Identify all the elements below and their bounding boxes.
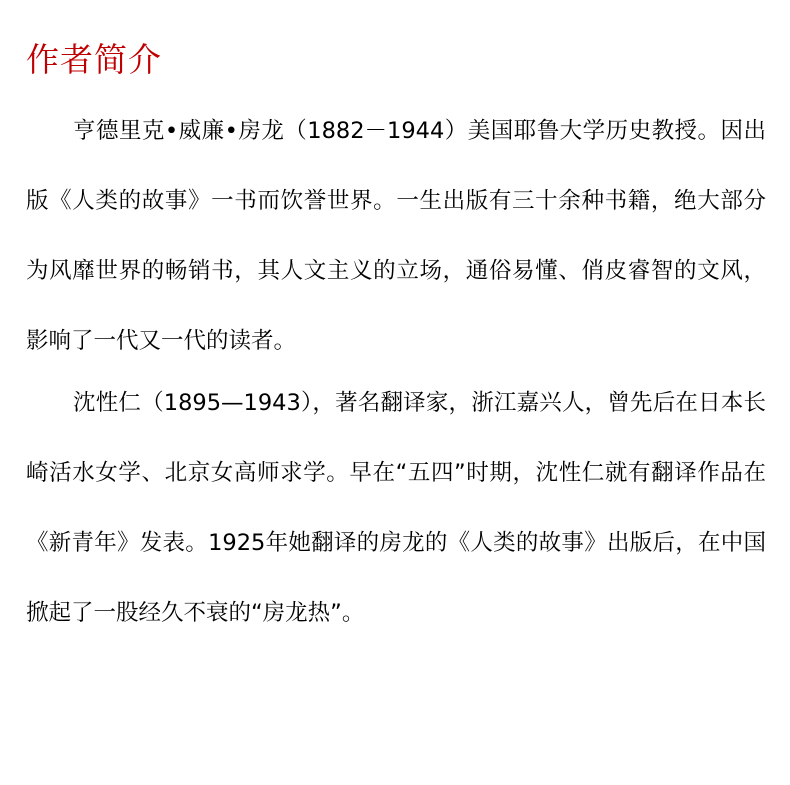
author-bio-paragraph: 亨德里克•威廉•房龙（1882－1944）美国耶鲁大学历史教授。因出版《人类的故事》一书而饮誉世界。一生出版有三十余种书籍，绝大部分为风靡世界的畅销书，其人文主义的立场，通俗易懂、俏皮睿智的文风，影响了一代又一代的读者。 (26, 118, 766, 354)
section-title: 作者简介 (26, 40, 162, 79)
translator-bio-paragraph: 沈性仁（1895—1943），著名翻译家，浙江嘉兴人，曾先后在日本长崎活水女学、北京女高师求学。早在“五四”时期，沈性仁就有翻译作品在《新青年》发表。1925年她翻译的房龙的《人类的故事》出版后，在中国掀起了一股经久不衰的“房龙热”。 (26, 390, 766, 626)
